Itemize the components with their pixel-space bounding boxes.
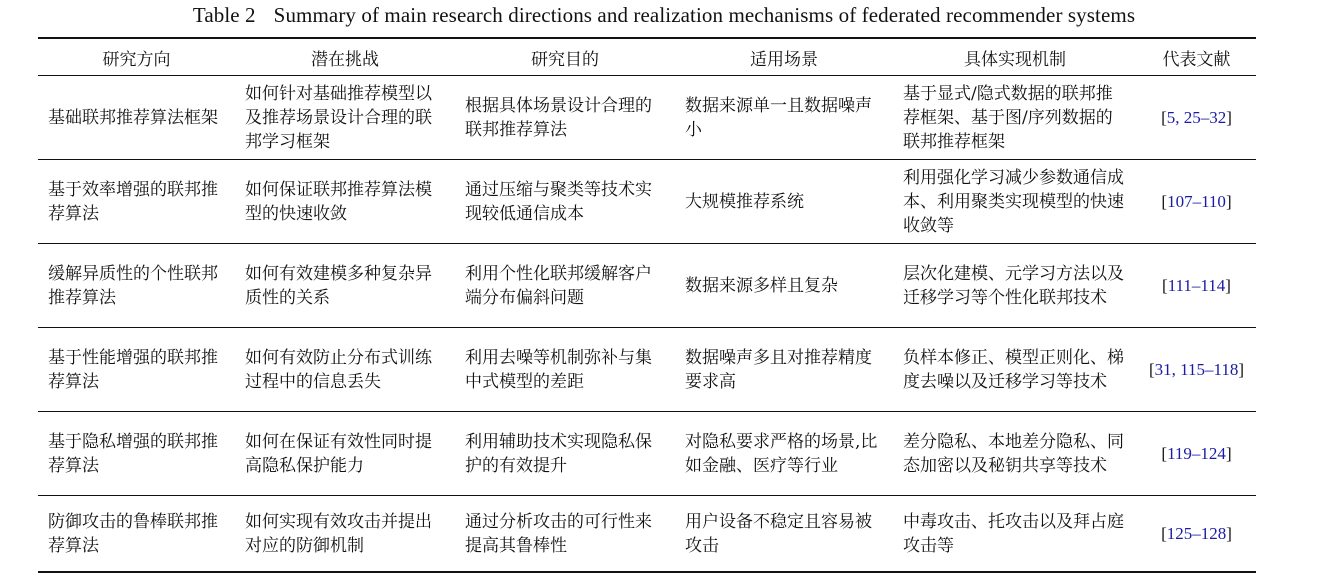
table-row	[38, 160, 1256, 244]
table-row	[38, 76, 1256, 160]
cell-goal: 利用辅助技术实现隐私保护的有效提升	[455, 412, 675, 496]
cell-mechanism: 层次化建模、元学习方法以及迁移学习等个性化联邦技术	[893, 244, 1137, 328]
cell-challenge: 如何有效建模多种复杂异质性的关系	[235, 244, 455, 328]
citation-link[interactable]: 107–110	[1167, 191, 1226, 211]
cell-refs[interactable]: [5, 25–32]	[1137, 76, 1256, 160]
cell-direction: 缓解异质性的个性联邦推荐算法	[38, 244, 235, 328]
cell-challenge: 如何保证联邦推荐算法模型的快速收敛	[235, 160, 455, 244]
cell-goal: 根据具体场景设计合理的联邦推荐算法	[455, 76, 675, 160]
cell-refs[interactable]: [119–124]	[1137, 412, 1256, 496]
citation-link[interactable]: 5, 25–32	[1166, 107, 1227, 127]
header-goal: 研究目的	[455, 38, 675, 76]
cell-goal: 利用去噪等机制弥补与集中式模型的差距	[455, 328, 675, 412]
table-title: Summary of main research directions and realization mechanisms of federated recommender systems	[273, 3, 1136, 27]
cell-scenario: 数据来源多样且复杂	[675, 244, 893, 328]
header-mechanism: 具体实现机制	[893, 38, 1137, 76]
cell-mechanism: 中毒攻击、托攻击以及拜占庭攻击等	[903, 511, 1124, 556]
table-row	[38, 496, 1256, 573]
cell-mechanism: 差分隐私、本地差分隐私、同态加密以及秘钥共享等技术	[893, 412, 1137, 496]
citation-link[interactable]: 119–124	[1167, 443, 1226, 463]
cell-direction: 基于隐私增强的联邦推荐算法	[38, 412, 235, 496]
cell-scenario: 数据噪声多且对推荐精度要求高	[675, 328, 893, 412]
table-label: Table 2	[192, 3, 256, 27]
cell-challenge: 如何实现有效攻击并提出对应的防御机制	[245, 511, 432, 556]
cell-scenario: 大规模推荐系统	[675, 160, 893, 244]
cell-scenario: 数据来源单一且数据噪声小	[675, 76, 893, 160]
cell-direction: 基于效率增强的联邦推荐算法	[38, 160, 235, 244]
cell-refs[interactable]: [31, 115–118]	[1137, 328, 1256, 412]
cell-direction: 基于性能增强的联邦推荐算法	[38, 328, 235, 412]
header-direction: 研究方向	[38, 38, 235, 76]
table-row	[38, 244, 1256, 328]
header-scenario: 适用场景	[675, 38, 893, 76]
cell-goal: 利用个性化联邦缓解客户端分布偏斜问题	[455, 244, 675, 328]
table-caption	[0, 3, 1328, 28]
table-header-row	[38, 38, 1256, 76]
cell-goal: 通过压缩与聚类等技术实现较低通信成本	[455, 160, 675, 244]
table-row	[38, 412, 1256, 496]
cell-scenario: 对隐私要求严格的场景,比如金融、医疗等行业	[675, 412, 893, 496]
cell-mechanism: 负样本修正、模型正则化、梯度去噪以及迁移学习等技术	[893, 328, 1137, 412]
research-directions-table	[38, 37, 1256, 573]
cell-mechanism: 基于显式/隐式数据的联邦推荐框架、基于图/序列数据的联邦推荐框架	[893, 76, 1137, 160]
cell-direction: 防御攻击的鲁棒联邦推荐算法	[48, 511, 218, 556]
cell-refs[interactable]: [125–128]	[1161, 523, 1232, 543]
cell-refs[interactable]: [107–110]	[1137, 160, 1256, 244]
cell-challenge: 如何在保证有效性同时提高隐私保护能力	[235, 412, 455, 496]
citation-link[interactable]: 111–114	[1167, 275, 1226, 295]
cell-mechanism: 利用强化学习减少参数通信成本、利用聚类实现模型的快速收敛等	[893, 160, 1137, 244]
cell-direction: 基础联邦推荐算法框架	[38, 76, 235, 160]
citation-link[interactable]: 31, 115–118	[1154, 359, 1239, 379]
table-row	[38, 328, 1256, 412]
cell-refs[interactable]: [111–114]	[1137, 244, 1256, 328]
citation-link[interactable]: 125–128	[1166, 523, 1227, 543]
header-refs: 代表文献	[1137, 38, 1256, 76]
header-challenge: 潜在挑战	[235, 38, 455, 76]
cell-challenge: 如何针对基础推荐模型以及推荐场景设计合理的联邦学习框架	[235, 76, 455, 160]
cell-scenario: 用户设备不稳定且容易被攻击	[685, 511, 872, 556]
cell-goal: 通过分析攻击的可行性来提高其鲁棒性	[465, 511, 652, 556]
cell-challenge: 如何有效防止分布式训练过程中的信息丢失	[235, 328, 455, 412]
